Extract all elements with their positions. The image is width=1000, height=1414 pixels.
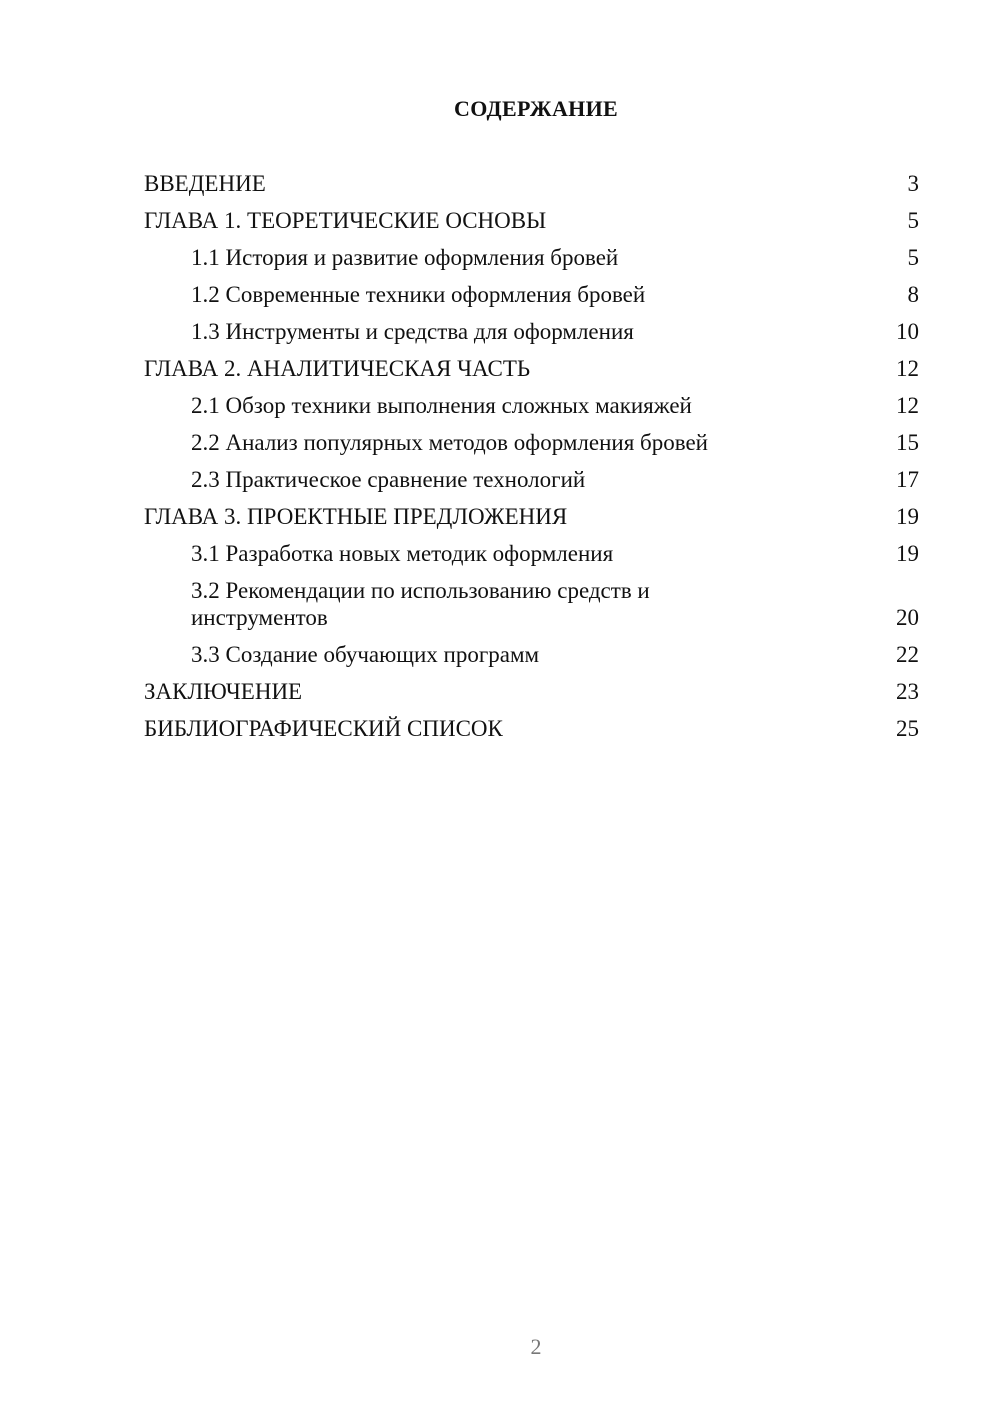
toc-entry-label: ГЛАВА 2. АНАЛИТИЧЕСКАЯ ЧАСТЬ <box>144 356 531 381</box>
toc-entry-label: 2.3 Практическое сравнение технологий <box>191 467 586 492</box>
toc-entry-label: 1.1 История и развитие оформления бровей <box>191 245 619 270</box>
toc-entry-section-1-2[interactable] <box>144 281 919 308</box>
toc-entry-label: 3.3 Создание обучающих программ <box>191 642 540 667</box>
toc-entry-page: 25 <box>896 716 919 741</box>
toc-entry-page: 19 <box>896 504 919 529</box>
toc-entry-section-1-3[interactable] <box>144 318 919 345</box>
toc-entry-label: ЗАКЛЮЧЕНИЕ <box>144 679 303 704</box>
toc-entry-conclusion[interactable] <box>144 678 919 705</box>
toc-entry-page: 23 <box>896 679 919 704</box>
toc-entry-section-3-3[interactable] <box>144 641 919 668</box>
toc-entry-introduction[interactable] <box>144 170 919 197</box>
toc-entry-page: 8 <box>907 282 919 307</box>
toc-entry-label: БИБЛИОГРАФИЧЕСКИЙ СПИСОК <box>144 716 503 741</box>
toc-entry-label: 2.2 Анализ популярных методов оформления бровей <box>191 430 708 455</box>
toc-entry-chapter-1[interactable] <box>144 207 919 234</box>
toc-entry-chapter-2[interactable] <box>144 355 919 382</box>
toc-entry-chapter-3[interactable] <box>144 503 919 530</box>
toc-entry-label: 2.1 Обзор техники выполнения сложных макияжей <box>191 393 692 418</box>
toc-entry-section-1-1[interactable] <box>144 244 919 271</box>
toc-entry-page: 5 <box>907 245 919 270</box>
toc-entry-page: 5 <box>907 208 919 233</box>
toc-entry-label: ГЛАВА 3. ПРОЕКТНЫЕ ПРЕДЛОЖЕНИЯ <box>144 504 568 529</box>
toc-entry-bibliography[interactable] <box>144 715 919 742</box>
toc-entry-page: 12 <box>896 356 919 381</box>
page-title: СОДЕРЖАНИЕ <box>454 96 618 121</box>
toc-entry-section-2-1[interactable] <box>144 392 919 419</box>
toc-entry-page: 20 <box>896 605 919 630</box>
toc-entry-page: 17 <box>896 467 919 492</box>
toc-entry-label: 1.3 Инструменты и средства для оформления <box>191 319 634 344</box>
toc-entry-label: ВВЕДЕНИЕ <box>144 171 266 196</box>
toc-entry-label: 3.1 Разработка новых методик оформления <box>191 541 614 566</box>
toc-entry-section-3-2[interactable] <box>144 577 919 631</box>
toc-entry-label: 3.2 Рекомендации по использованию средств и инструментов <box>191 578 650 630</box>
toc-entry-page: 15 <box>896 430 919 455</box>
page-number: 2 <box>530 1334 542 1359</box>
toc-entry-label: ГЛАВА 1. ТЕОРЕТИЧЕСКИЕ ОСНОВЫ <box>144 208 547 233</box>
toc-entry-section-3-1[interactable] <box>144 540 919 567</box>
table-of-contents <box>144 170 919 752</box>
toc-entry-section-2-3[interactable] <box>144 466 919 493</box>
toc-entry-page: 22 <box>896 642 919 667</box>
toc-entry-page: 12 <box>896 393 919 418</box>
toc-entry-page: 10 <box>896 319 919 344</box>
toc-entry-page: 3 <box>907 171 919 196</box>
toc-entry-label: 1.2 Современные техники оформления бровей <box>191 282 646 307</box>
toc-entry-page: 19 <box>896 541 919 566</box>
toc-entry-section-2-2[interactable] <box>144 429 919 456</box>
